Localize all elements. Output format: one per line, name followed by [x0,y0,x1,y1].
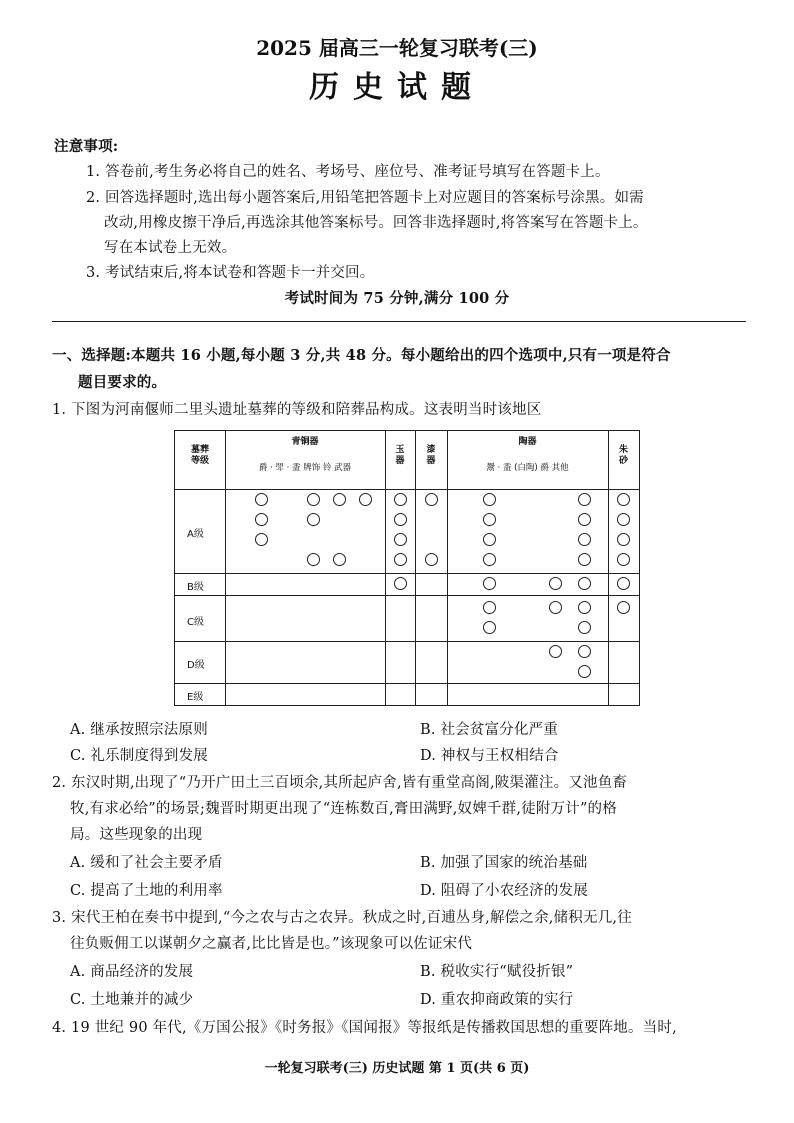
row-label-a: A级 [187,529,204,540]
question-2-line-1: 2. 东汉时期,出现了“乃开广田土三百顷余,其所起庐舍,皆有重堂高阁,陂渠灌注。又池鱼畜 [52,775,628,791]
table-mark [578,621,591,634]
table-mark [578,601,591,614]
table-mark [255,513,268,526]
table-mark [333,493,346,506]
header-lacquer: 漆 器 [426,445,436,466]
table-mark [425,493,438,506]
table-mark [255,493,268,506]
notice-heading: 注意事项: [54,138,119,155]
exam-time-info: 考试时间为 75 分钟,满分 100 分 [284,290,510,307]
table-mark [578,665,591,678]
table-mark [617,533,630,546]
question-2-line-2: 牧,有求必给”的场景;魏晋时期更出现了“连栋数百,膏田满野,奴婢千群,徒附万计”的格 [70,801,617,817]
header-pottery: 陶器 [518,437,537,447]
table-mark [578,553,591,566]
table-mark [617,577,630,590]
page-footer: 一轮复习联考(三) 历史试题 第 1 页(共 6 页) [264,1061,530,1076]
q3-option-b: B. 税收实行“赋役折银” [420,964,574,980]
table-mark [617,553,630,566]
table-mark [425,553,438,566]
header-pottery-sub: 鬶 · 盉 (白陶) 爵 其他 [486,463,569,473]
exam-title: 2025 届高三一轮复习联考(三) [256,36,538,60]
header-cinnabar: 朱 砂 [618,445,628,466]
table-mark [578,493,591,506]
row-label-d: D级 [187,660,205,671]
q1-option-d: D. 神权与王权相结合 [420,748,559,764]
table-mark [549,577,562,590]
table-mark [483,513,496,526]
table-mark [394,553,407,566]
header-bronze-sub: 爵 · 斝 · 盉 牌饰 铃 武器 [258,463,352,473]
table-mark [394,577,407,590]
q3-option-d: D. 重农抑商政策的实行 [420,992,574,1008]
table-mark [483,533,496,546]
notice-item-3: 3. 考试结束后,将本试卷和答题卡一并交回。 [86,265,375,281]
row-label-b: B级 [187,582,204,593]
header-jade: 玉 器 [395,445,405,466]
q1-option-a: A. 继承按照宗法原则 [70,722,208,738]
q3-option-c: C. 土地兼并的减少 [70,992,194,1008]
table-mark [617,493,630,506]
table-mark [307,493,320,506]
table-mark [549,601,562,614]
q2-option-c: C. 提高了土地的利用率 [70,883,223,899]
table-mark [617,513,630,526]
table-mark [255,533,268,546]
q1-option-c: C. 礼乐制度得到发展 [70,748,208,764]
q2-option-a: A. 缓和了社会主要矛盾 [70,855,223,871]
question-3-line-2: 往负贩佣工以谋朝夕之赢者,比比皆是也。”该现象可以佐证宋代 [70,936,473,952]
table-mark [483,553,496,566]
question-2-line-3: 局。这些现象的出现 [70,827,203,843]
table-mark [333,553,346,566]
notice-item-2-line-1: 2. 回答选择题时,选出每小题答案后,用铅笔把答题卡上对应题目的答案标号涂黑。如需 [86,190,644,206]
header-divider [52,321,746,322]
table-mark [578,513,591,526]
table-mark [483,601,496,614]
question-3-line-1: 3. 宋代王柏在奏书中提到,“今之农与古之农异。秋成之时,百逋丛身,解偿之余,储积无几,往 [52,910,632,926]
table-mark [549,645,562,658]
table-mark [307,553,320,566]
table-mark [394,493,407,506]
section-1-heading-cont: 题目要求的。 [78,374,167,391]
table-mark [578,577,591,590]
table-mark [483,577,496,590]
table-mark [578,533,591,546]
section-1-heading: 一、选择题:本题共 16 小题,每小题 3 分,共 48 分。每小题给出的四个选项中,只有一项是符合 [52,347,671,364]
header-grade: 墓葬 等级 [190,445,209,466]
subject-title: 历史试题 [309,70,485,105]
q2-option-d: D. 阻碍了小农经济的发展 [420,883,588,899]
table-mark [578,645,591,658]
row-label-c: C级 [187,617,204,628]
notice-item-2-line-3: 写在本试卷上无效。 [104,240,237,256]
table-mark [483,493,496,506]
question-1-stem: 1. 下图为河南偃师二里头遗址墓葬的等级和陪葬品构成。这表明当时该地区 [52,402,542,418]
q3-option-a: A. 商品经济的发展 [70,964,194,980]
table-mark [617,601,630,614]
q1-option-b: B. 社会贫富分化严重 [420,722,559,738]
notice-item-1: 1. 答卷前,考生务必将自己的姓名、考场号、座位号、准考证号填写在答题卡上。 [86,164,610,180]
table-mark [359,493,372,506]
question-4-line-1: 4. 19 世纪 90 年代,《万国公报》《时务报》《国闻报》等报纸是传播救国思想的重要阵地。当时, [52,1020,677,1036]
table-mark [394,533,407,546]
burial-goods-table [174,430,640,706]
q2-option-b: B. 加强了国家的统治基础 [420,855,588,871]
table-mark [307,513,320,526]
table-mark [394,513,407,526]
notice-item-2-line-2: 改动,用橡皮擦干净后,再选涂其他答案标号。回答非选择题时,将答案写在答题卡上。 [104,215,648,231]
row-label-e: E级 [187,692,204,703]
header-bronze: 青铜器 [291,437,319,447]
table-mark [483,621,496,634]
